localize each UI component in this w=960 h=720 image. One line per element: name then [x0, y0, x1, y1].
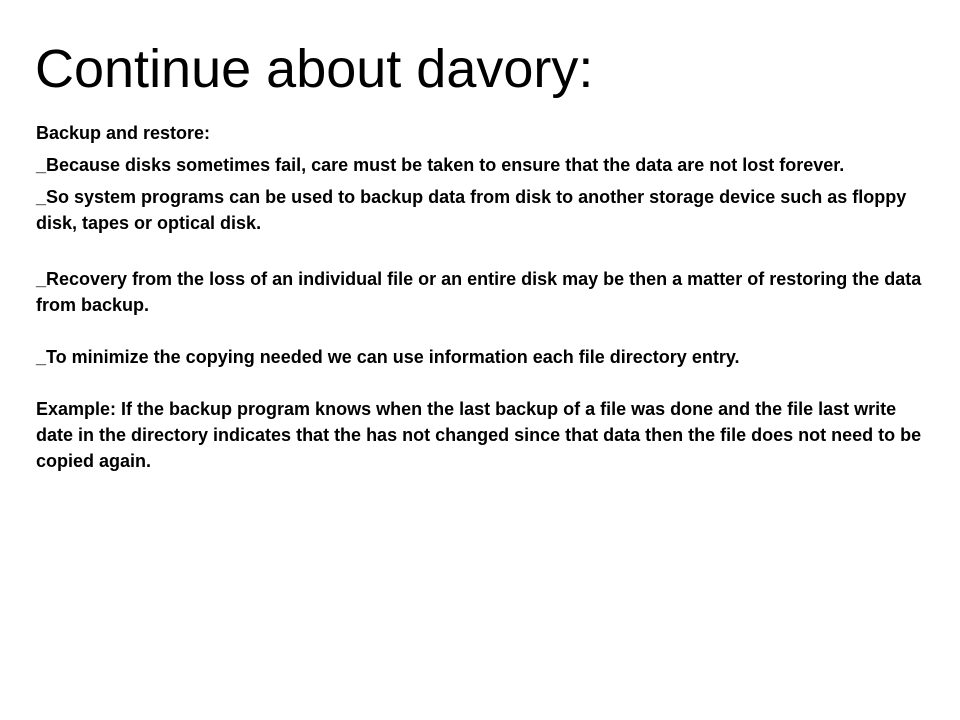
paragraph-minimize-copying: _To minimize the copying needed we can use information each file directory entry. — [36, 347, 740, 367]
slide-title: Continue about davory: — [35, 39, 594, 99]
slide-body — [36, 120, 926, 474]
paragraph-backup-heading: Backup and restore: — [36, 123, 211, 143]
paragraph-system-programs: _So system programs can be used to backup data from disk to another storage device such as floppy disk, tapes or optical disk. — [36, 187, 907, 233]
paragraph-disks-fail: _Because disks sometimes fail, care must be taken to ensure that the data are not lost forever. — [36, 155, 845, 175]
paragraph-recovery: _Recovery from the loss of an individual file or an entire disk may be then a matter of restoring the data from backup. — [36, 269, 922, 315]
paragraph-example: Example: If the backup program knows when the last backup of a file was done and the file last write date in the directory indicates that the has not changed since that data then the file does not need to be copied again. — [36, 399, 922, 471]
